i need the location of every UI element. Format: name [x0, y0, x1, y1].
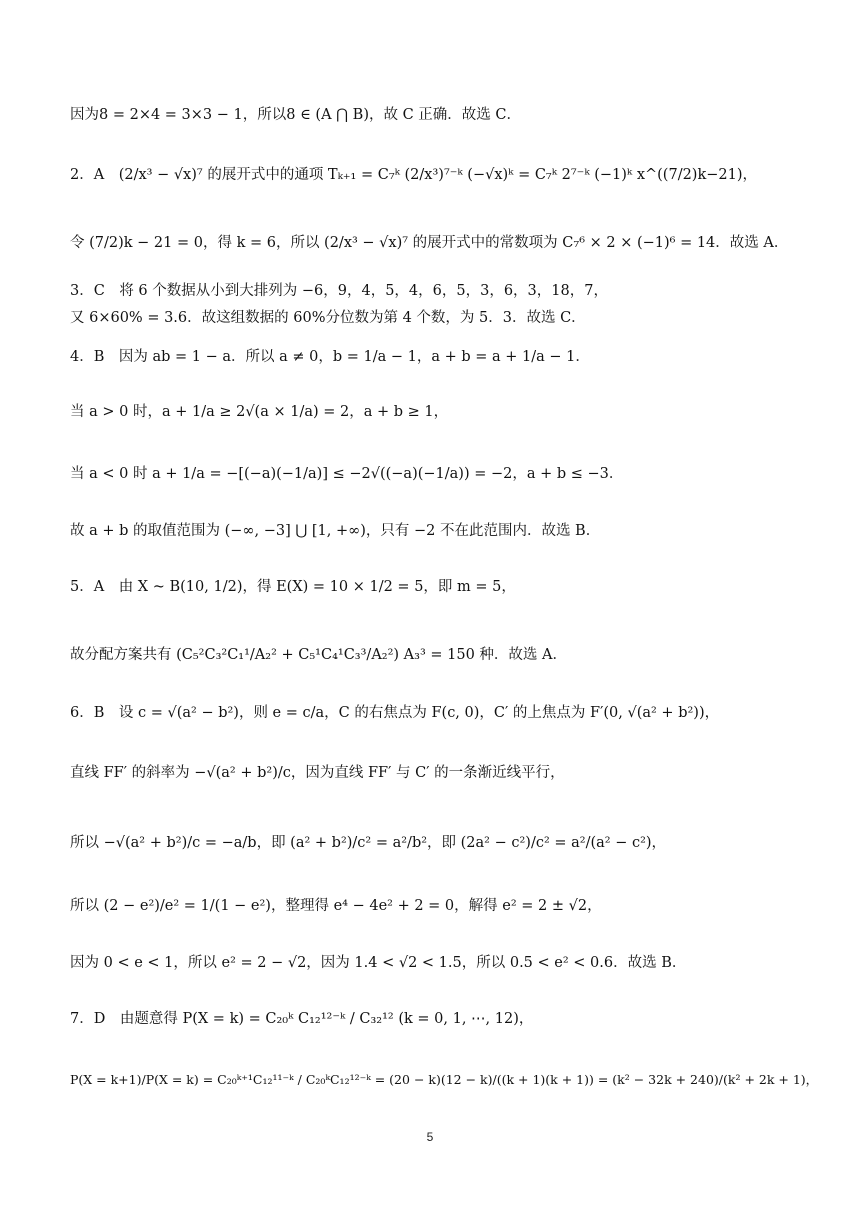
- text-line-1: 因为8 = 2×4 = 3×3 − 1，所以8 ∈ (A ⋂ B)，故 C 正确．故选 C．: [70, 107, 521, 123]
- page-number: 5: [426, 1130, 434, 1144]
- text-line-18: P(X = k+1)/P(X = k) = C₂₀ᵏ⁺¹C₁₂¹¹⁻ᵏ / C₂₀ᵏC₁₂¹²⁻ᵏ = (20 − k)(12 − k)/((k + 1)(k + 1)) = (k² − 32k + 240)/(k² + 2k + 1)，: [70, 1072, 819, 1087]
- text-line-4: 3．C 将 6 个数据从小到大排列为 −6，9，4，5，4，6，5，3，6，3，18，7，: [70, 283, 608, 299]
- text-line-15: 所以 (2 − e²)/e² = 1/(1 − e²)，整理得 e⁴ − 4e² + 2 = 0，解得 e² = 2 ± √2，: [70, 898, 602, 914]
- text-line-6: 4．B 因为 ab = 1 − a．所以 a ≠ 0，b = 1/a − 1，a + b = a + 1/a − 1．: [70, 349, 590, 365]
- text-line-13: 直线 FF′ 的斜率为 −√(a² + b²)/c，因为直线 FF′ 与 C′ 的一条渐近线平行，: [70, 765, 565, 781]
- text-line-8: 当 a < 0 时 a + 1/a = −[(−a)(−1/a)] ≤ −2√((−a)(−1/a)) = −2，a + b ≤ −3．: [70, 466, 624, 482]
- text-line-10: 5．A 由 X ~ B(10, 1/2)，得 E(X) = 10 × 1/2 = 5，即 m = 5，: [70, 579, 516, 595]
- text-line-14: 所以 −√(a² + b²)/c = −a/b，即 (a² + b²)/c² = a²/b²，即 (2a² − c²)/c² = a²/(a² − c²)，: [70, 835, 667, 851]
- text-line-16: 因为 0 < e < 1，所以 e² = 2 − √2，因为 1.4 < √2 < 1.5，所以 0.5 < e² < 0.6．故选 B．: [70, 955, 687, 971]
- text-line-3: 令 (7/2)k − 21 = 0，得 k = 6，所以 (2/x³ − √x)⁷ 的展开式中的常数项为 C₇⁶ × 2 × (−1)⁶ = 14．故选 A．: [70, 235, 789, 251]
- text-line-12: 6．B 设 c = √(a² − b²)，则 e = c/a，C 的右焦点为 F(c, 0)，C′ 的上焦点为 F′(0, √(a² + b²))，: [70, 705, 720, 721]
- text-line-11: 故分配方案共有 (C₅²C₃²C₁¹/A₂² + C₅¹C₄¹C₃³/A₂²) A₃³ = 150 种．故选 A．: [70, 647, 568, 663]
- text-line-7: 当 a > 0 时，a + 1/a ≥ 2√(a × 1/a) = 2，a + b ≥ 1，: [70, 404, 449, 420]
- text-line-5: 又 6×60% = 3.6．故这组数据的 60%分位数为第 4 个数，为 5．3．故选 C．: [70, 310, 586, 326]
- text-line-9: 故 a + b 的取值范围为 (−∞, −3] ⋃ [1, +∞)，只有 −2 不在此范围内．故选 B．: [70, 523, 601, 539]
- text-line-17: 7．D 由题意得 P(X = k) = C₂₀ᵏ C₁₂¹²⁻ᵏ / C₃₂¹² (k = 0, 1, ⋯, 12)，: [70, 1011, 534, 1027]
- text-line-2: 2．A (2/x³ − √x)⁷ 的展开式中的通项 Tₖ₊₁ = C₇ᵏ (2/x³)⁷⁻ᵏ (−√x)ᵏ = C₇ᵏ 2⁷⁻ᵏ (−1)ᵏ x^((7/2)k−21)，: [70, 167, 758, 183]
